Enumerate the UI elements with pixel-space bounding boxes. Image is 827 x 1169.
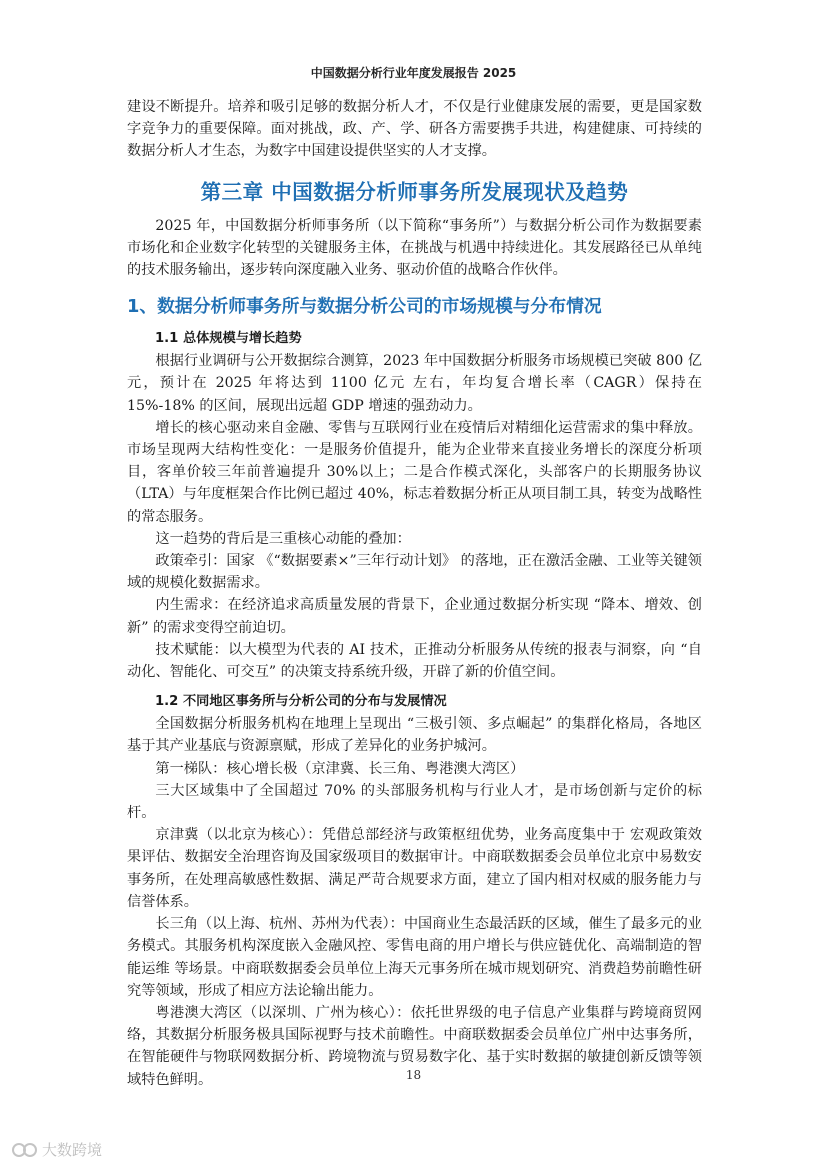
paragraph: 京津冀（以北京为核心）：凭借总部经济与政策枢纽优势，业务高度集中于 宏观政策效果评估、数据安全治理咨询及国家级项目的数据审计。中商联数据委会员单位北京中易数安事务所，在处理高敏感性数据、满足严苛合规要求方面，建立了国内相对权威的服务能力与信誉体系。 bbox=[127, 827, 702, 910]
subsection-heading-1-2: 1.2 不同地区事务所与分析公司的分布与发展情况 bbox=[155, 694, 447, 710]
running-header: 中国数据分析行业年度发展报告 2025 bbox=[310, 66, 517, 80]
watermark-text: 大数跨境 bbox=[42, 1141, 103, 1159]
watermark bbox=[12, 1139, 102, 1160]
paragraph: 技术赋能：以大模型为代表的 AI 技术，正推动分析服务从传统的报表与洞察，向 “自动化、智能化、可交互” 的决策支持系统升级，开辟了新的价值空间。 bbox=[127, 641, 702, 681]
paragraph: 这一趋势的背后是三重核心动能的叠加： bbox=[155, 530, 411, 547]
intro-paragraph: 建设不断提升。培养和吸引足够的数据分析人才，不仅是行业健康发展的需要，更是国家数字竞争力的重要保障。面对挑战，政、产、学、研各方需要携手共进，构建健康、可持续的数据分析人才生态，为数字中国建设提供坚实的人才支撑。 bbox=[127, 99, 702, 160]
paragraph: 根据行业调研与公开数据综合测算，2023 年中国数据分析服务市场规模已突破 800 亿元，预计在 2025 年将达到 1100 亿元 左右，年均复合增长率（CAGR）保持在 15%-18% 的区间，展现出远超 GDP 增速的强劲动力。 bbox=[127, 353, 702, 414]
page-number: 18 bbox=[405, 1068, 422, 1082]
paragraph: 粤港澳大湾区（以深圳、广州为核心）：依托世界级的电子信息产业集群与跨境商贸网络，其数据分析服务极具国际视野与技术前瞻性。中商联数据委会员单位广州中达事务所，在智能硬件与物联网数据分析、跨境物流与贸易数字化、基于实时数据的敏捷创新反馈等领域特色鲜明。 bbox=[127, 1004, 702, 1088]
paragraph: 全国数据分析服务机构在地理上呈现出 “三极引领、多点崛起” 的集群化格局，各地区基于其产业基底与资源禀赋，形成了差异化的业务护城河。 bbox=[127, 716, 702, 755]
paragraph: 第一梯队：核心增长极（京津冀、长三角、粤港澳大湾区） bbox=[155, 760, 525, 777]
subsection-heading-1-1: 1.1 总体规模与增长趋势 bbox=[155, 331, 302, 347]
chapter-title: 第三章 中国数据分析师事务所发展现状及趋势 bbox=[200, 179, 629, 204]
paragraph: 政策牵引：国家 《“数据要素×”三年行动计划》 的落地，正在激活金融、工业等关键领域的规模化数据需求。 bbox=[127, 553, 702, 592]
paragraph: 增长的核心驱动来自金融、零售与互联网行业在疫情后对精细化运营需求的集中释放。市场呈现两大结构性变化：一是服务价值提升，能为企业带来直接业务增长的深度分析项目，客单价较三年前普遍提升 30%以上；二是合作模式深化，头部客户的长期服务协议（LTA）与年度框架合作比例已超过 40%，标志着数据分析正从项目制工具，转变为战略性的常态服务。 bbox=[127, 419, 702, 525]
chapter-paragraph: 2025 年，中国数据分析师事务所（以下简称“事务所”）与数据分析公司作为数据要素市场化和企业数字化转型的关键服务主体，在挑战与机遇中持续进化。其发展路径已从单纯的技术服务输出，逐步转向深度融入业务、驱动价值的战略合作伙伴。 bbox=[127, 217, 702, 279]
paragraph: 内生需求：在经济追求高质量发展的背景下，企业通过数据分析实现 “降本、增效、创新” 的需求变得空前迫切。 bbox=[127, 597, 702, 636]
watermark-logo-icon bbox=[12, 1141, 38, 1159]
page-content bbox=[127, 96, 702, 1091]
paragraph: 三大区域集中了全国超过 70% 的头部服务机构与行业人才，是市场创新与定价的标杆。 bbox=[127, 782, 702, 822]
paragraph: 长三角（以上海、杭州、苏州为代表）：中国商业生态最活跃的区域，催生了最多元的业务模式。其服务机构深度嵌入金融风控、零售电商的用户增长与供应链优化、高端制造的智能运维 等场景。中商联数据委会员单位上海天元事务所在城市规划研究、消费趋势前瞻性研究等领域，形成了相应方法论输出能力。 bbox=[127, 916, 702, 999]
section-heading: 1、数据分析师事务所与数据分析公司的市场规模与分布情况 bbox=[127, 296, 602, 318]
